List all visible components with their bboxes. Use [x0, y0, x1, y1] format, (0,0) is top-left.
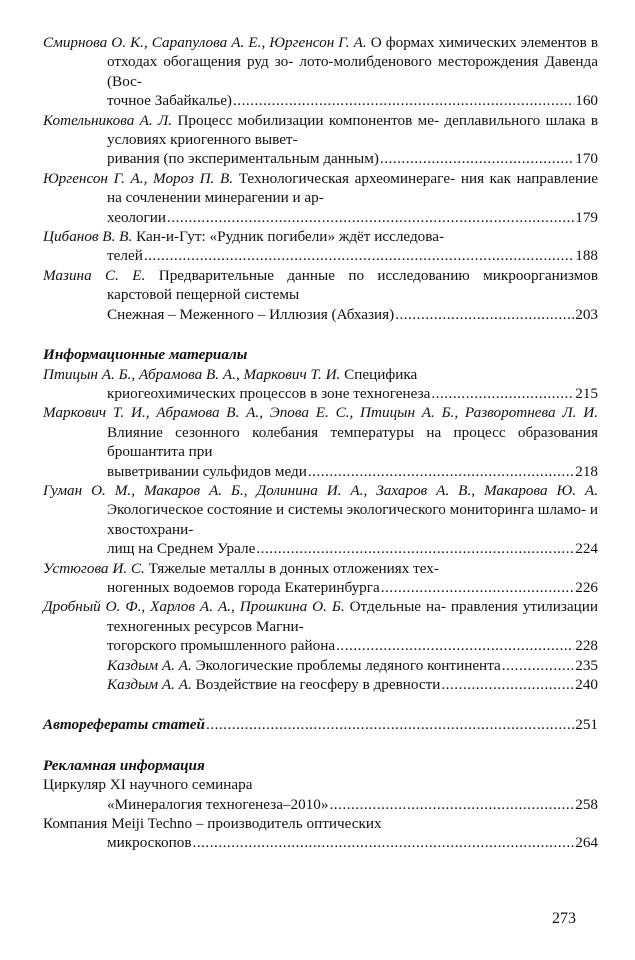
entry-authors: Каздым А. А.	[107, 676, 192, 693]
entry-title: Циркуляр XI научного семинара	[43, 776, 253, 794]
entry-title: ривания (по экспериментальным данным)	[107, 150, 379, 168]
page-ref: 240	[575, 676, 598, 693]
entry-title: Процесс мобилизации компонентов ме-	[177, 111, 440, 129]
entry-title: микроорганизмов карстовой пещерной системы	[107, 266, 599, 304]
leader-dots	[308, 462, 574, 481]
section-title: Авторефераты статей	[43, 716, 205, 734]
leader-dots	[206, 715, 574, 734]
entry-title: точное Забайкалье)	[107, 92, 232, 110]
page-ref: 226	[575, 578, 598, 596]
entry-title: экологического мониторинга шламо- и хвостохрани-	[107, 501, 598, 538]
toc-entry	[43, 33, 598, 111]
entry-authors: Юргенсон Г. А., Мороз П. В.	[43, 169, 234, 187]
page-ref: 218	[575, 462, 598, 480]
entry-title: Специфика	[344, 365, 418, 383]
entry-authors: Разворотнева Л. И.	[464, 404, 598, 422]
entry-title: Компания Meiji Techno – производитель оптических	[43, 815, 382, 833]
entry-authors: Цибанов В. В.	[43, 228, 133, 246]
entry-title: Кан-и-Гут: «Рудник погибели» ждёт исследова-	[136, 228, 445, 246]
entry-title: правления утилизации техногенных ресурсов Магни-	[107, 598, 599, 635]
entry-authors: Смирнова О. К., Сарапулова А. Е., Юргенсон Г. А.	[43, 34, 367, 51]
leader-dots	[330, 795, 575, 814]
leader-dots	[441, 675, 574, 694]
page-ref: 264	[575, 834, 598, 852]
entry-title: хеологии	[107, 208, 167, 226]
page-ref: 235	[575, 656, 598, 674]
entry-title: Влияние сезонного колебания	[107, 423, 319, 441]
entry-title: тогорского промышленного района	[107, 637, 336, 655]
entry-authors: Птицын А. Б., Абрамова В. А., Маркович Т. И.	[43, 365, 341, 383]
entry-title: О формах	[370, 34, 435, 51]
page-ref: 258	[575, 795, 598, 813]
table-of-contents	[43, 33, 598, 853]
leader-dots	[395, 305, 574, 324]
entry-title: выветривании сульфидов меди	[107, 462, 307, 480]
page-ref: 228	[575, 637, 598, 655]
leader-dots	[144, 246, 574, 265]
toc-entry	[43, 814, 598, 853]
toc-entry	[43, 775, 598, 814]
entry-title: температуры на процесс образования брошантита при	[107, 423, 599, 461]
leader-dots	[431, 384, 574, 403]
section-heading-ads: Рекламная информация	[43, 756, 205, 774]
entry-title: деплавильного шлака в условиях криогенного вывет-	[107, 111, 598, 149]
leader-dots	[502, 656, 574, 675]
toc-entry	[43, 111, 598, 169]
entry-title: Тяжелые металлы в донных отложениях тех-	[148, 559, 439, 577]
leader-dots	[167, 208, 574, 227]
leader-dots	[256, 539, 574, 558]
entry-authors: Каздым А. А.	[107, 656, 192, 674]
entry-title: ния как направление на сочленении минерагении и ар-	[107, 169, 599, 207]
toc-entry	[43, 365, 598, 404]
entry-title: «Минералогия техногенеза–2010»	[107, 795, 329, 813]
section-heading-info: Информационные материалы	[43, 346, 248, 364]
toc-entry	[43, 169, 598, 227]
page-ref: 188	[575, 247, 598, 265]
entry-title: Экологические проблемы ледяного континента	[195, 656, 501, 674]
page-ref: 203	[575, 305, 598, 323]
entry-authors: Устюгова И. С.	[43, 559, 145, 577]
section-heading-abstracts	[43, 715, 598, 734]
entry-authors: Маркович Т. И., Абрамова В. А., Эпова Е. С., Птицын А. Б.,	[43, 404, 459, 422]
toc-entry	[43, 227, 598, 266]
entry-title: химических элементов в отходах обогащения руд зо-	[107, 34, 599, 71]
entry-authors: Макарова Ю. А.	[483, 481, 598, 499]
page-ref: 251	[575, 716, 598, 734]
entry-authors: Дробный О. Ф., Харлов А. А., Прошкина О. Б.	[43, 598, 345, 616]
entry-title: микроскопов	[107, 834, 192, 852]
leader-dots	[381, 578, 574, 597]
entry-title: Снежная – Меженного – Иллюзия (Абхазия)	[107, 305, 395, 323]
toc-entry	[43, 403, 598, 481]
toc-entry	[43, 481, 598, 559]
leader-dots	[193, 833, 575, 852]
entry-authors: Мазина С. Е.	[43, 266, 146, 284]
toc-entry	[43, 597, 598, 655]
page-ref: 170	[575, 150, 598, 168]
entry-title: Экологическое состояние и системы	[107, 501, 343, 519]
page-ref: 179	[575, 208, 598, 226]
entry-title: Технологическая археоминерагe-	[238, 169, 456, 187]
page-ref: 160	[575, 92, 598, 110]
toc-entry	[43, 559, 598, 598]
entry-title: криогеохимических процессов в зоне техногенеза	[107, 384, 431, 402]
page-number: 273	[552, 910, 576, 927]
page-ref: 215	[575, 384, 598, 402]
entry-title: лищ на Среднем Урале	[107, 540, 256, 558]
entry-title: ногенных водоемов города Екатеринбурга	[107, 578, 380, 596]
entry-title: Отдельные на-	[349, 598, 446, 616]
entry-title: Предварительные данные по исследованию	[158, 266, 470, 284]
toc-entry	[43, 656, 598, 675]
entry-title: телей	[107, 247, 143, 265]
entry-authors: Котельникова А. Л.	[43, 111, 173, 129]
entry-authors: Гуман О. М., Макаров А. Б., Долинина И. А., Захаров А. В.,	[43, 481, 476, 499]
toc-entry	[43, 675, 598, 694]
leader-dots	[336, 636, 574, 655]
toc-entry	[43, 266, 598, 324]
page-ref: 224	[575, 540, 598, 558]
entry-title: Воздействие на геосферу в древности	[195, 676, 441, 693]
leader-dots	[380, 149, 574, 168]
leader-dots	[233, 91, 574, 110]
entry-title: лото-молибденового месторождения Давенда (Вос-	[107, 53, 598, 90]
